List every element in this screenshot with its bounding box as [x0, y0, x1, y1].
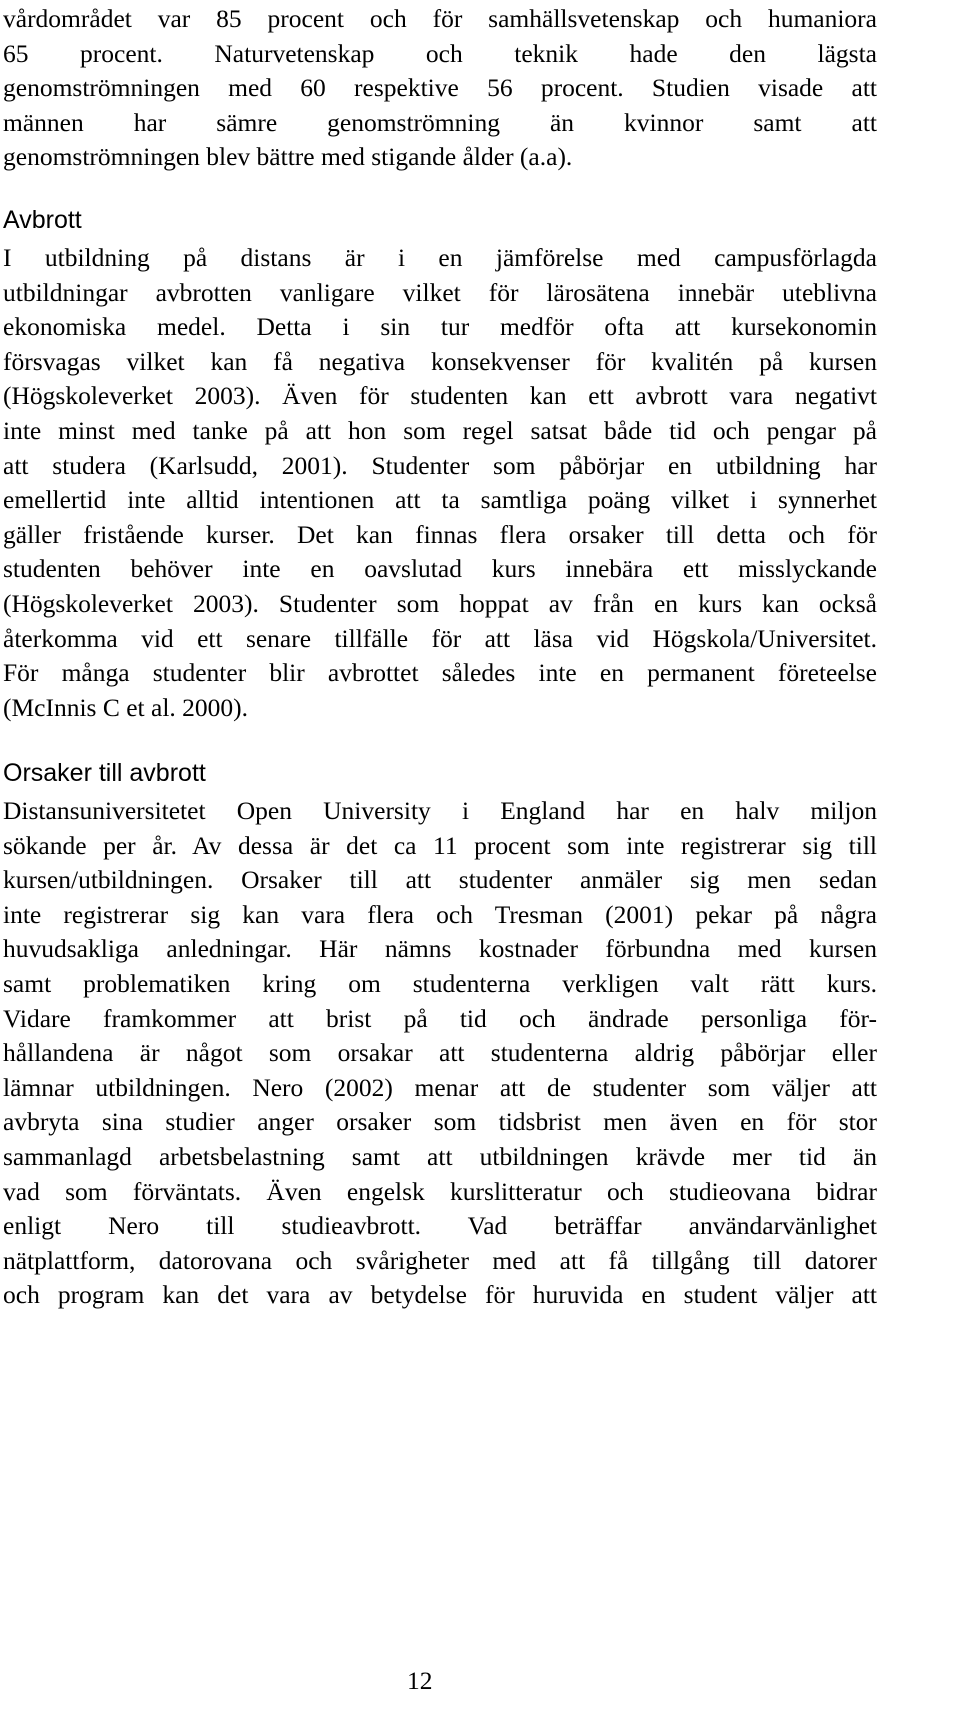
paragraph-line: utbildningar avbrotten vanligare vilket för lärosätena innebär uteblivna: [3, 277, 877, 307]
paragraph-line: inte minst med tanke på att hon som regel satsat både tid och pengar på: [3, 415, 877, 445]
paragraph-line: försvagas vilket kan få negativa konsekvenser för kvalitén på kursen: [3, 346, 877, 376]
paragraph-line: inte registrerar sig kan vara flera och Tresman (2001) pekar på några: [3, 899, 877, 929]
paragraph-line: enligt Nero till studieavbrott. Vad beträffar användarvänlighet: [3, 1211, 877, 1241]
paragraph-line: 65 procent. Naturvetenskap och teknik hade den lägsta: [3, 38, 877, 68]
section-heading-orsaker-till-avbrott: Orsaker till avbrott: [3, 759, 206, 787]
paragraph-line: (McInnis C et al. 2000).: [3, 692, 249, 722]
paragraph-line: sökande per år. Av dessa är det ca 11 procent som inte registrerar sig till: [3, 830, 877, 860]
paragraph-line: genomströmningen med 60 respektive 56 procent. Studien visade att: [3, 73, 877, 103]
paragraph-line: hållandena är något som orsakar att studenterna aldrig påbörjar eller: [3, 1038, 877, 1068]
paragraph-line: ekonomiska medel. Detta i sin tur medför ofta att kursekonomin: [3, 312, 877, 342]
paragraph-line: lämnar utbildningen. Nero (2002) menar att de studenter som väljer att: [3, 1072, 877, 1102]
paragraph-line: I utbildning på distans är i en jämförelse med campusförlagda: [3, 243, 877, 272]
paragraph-line: sammanlagd arbetsbelastning samt att utbildningen krävde mer tid än: [3, 1141, 877, 1171]
paragraph-line: kursen/utbildningen. Orsaker till att studenter anmäler sig men sedan: [3, 865, 877, 895]
paragraph-line: att studera (Karlsudd, 2001). Studenter som påbörjar en utbildning har: [3, 450, 877, 480]
paragraph-line: avbryta sina studier anger orsaker som tidsbrist men även en för stor: [3, 1107, 877, 1137]
page-number: 12: [407, 1666, 433, 1695]
paragraph-line: (Högskoleverket 2003). Studenter som hoppat av från en kurs kan också: [3, 588, 877, 618]
paragraph-line: studenten behöver inte en oavslutad kurs innebära ett misslyckande: [3, 554, 877, 584]
paragraph-line: huvudsakliga anledningar. Här nämns kostnader förbundna med kursen: [3, 934, 877, 964]
orsaker-paragraph: [3, 794, 877, 1313]
paragraph-line: nätplattform, datorovana och svårigheter med att få tillgång till datorer: [3, 1245, 877, 1275]
paragraph-line: männen har sämre genomströmning än kvinnor samt att: [3, 107, 877, 137]
section-heading-avbrott: Avbrott: [3, 206, 82, 234]
intro-paragraph: [3, 2, 877, 175]
paragraph-line: (Högskoleverket 2003). Även för studenten kan ett avbrott vara negativt: [3, 381, 877, 411]
paragraph-line: genomströmningen blev bättre med stigande ålder (a.a).: [3, 142, 573, 172]
paragraph-line: gäller fristående kurser. Det kan finnas flera orsaker till detta och för: [3, 519, 877, 549]
paragraph-line: Vidare framkommer att brist på tid och ändrade personliga för-: [3, 1003, 877, 1033]
paragraph-line: och program kan det vara av betydelse för huruvida en student väljer att: [3, 1280, 877, 1310]
avbrott-paragraph: [3, 241, 877, 725]
paragraph-line: vårdområdet var 85 procent och för samhällsvetenskap och humaniora: [3, 4, 877, 33]
paragraph-line: För många studenter blir avbrottet således inte en permanent företeelse: [3, 658, 877, 688]
paragraph-line: Distansuniversitetet Open University i England har en halv miljon: [3, 796, 877, 825]
paragraph-line: återkomma vid ett senare tillfälle för att läsa vid Högskola/Universitet.: [3, 623, 877, 653]
paragraph-line: samt problematiken kring om studenterna verkligen valt rätt kurs.: [3, 968, 877, 998]
paragraph-line: emellertid inte alltid intentionen att ta samtliga poäng vilket i synnerhet: [3, 485, 877, 515]
paragraph-line: vad som förväntats. Även engelsk kurslitteratur och studieovana bidrar: [3, 1176, 877, 1206]
